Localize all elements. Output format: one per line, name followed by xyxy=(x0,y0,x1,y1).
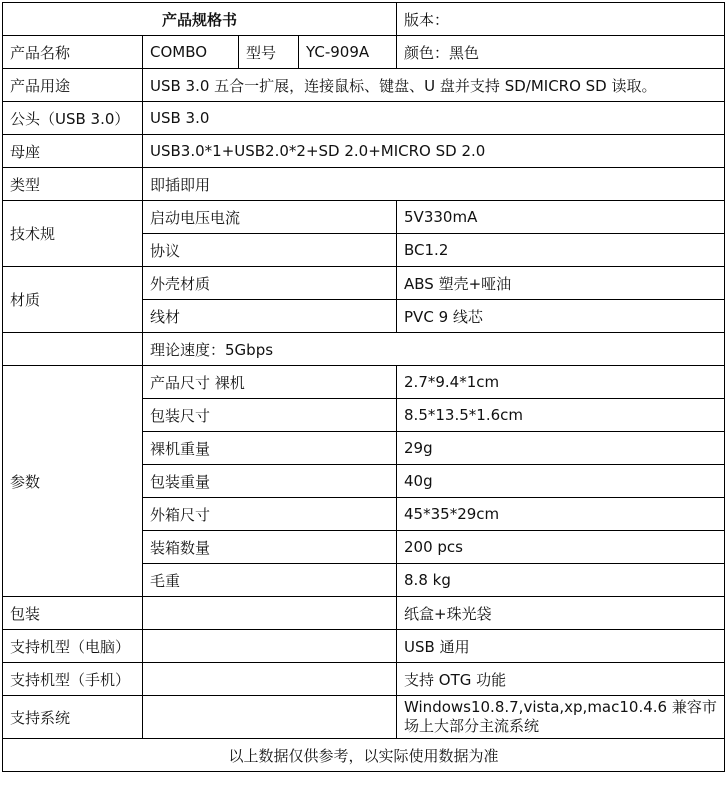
title-row xyxy=(3,3,725,36)
phone-support-value: 支持 OTG 功能 xyxy=(397,663,725,696)
speed-value: 理论速度：5Gbps xyxy=(143,333,725,366)
tech-item-value: 5V330mA xyxy=(397,201,725,234)
material-row xyxy=(3,267,725,300)
phone-support-label: 支持机型（手机） xyxy=(3,663,143,696)
packaging-row xyxy=(3,597,725,630)
material-item-value: ABS 塑壳+哑油 xyxy=(397,267,725,300)
param-value: 29g xyxy=(397,432,725,465)
material-label: 材质 xyxy=(3,267,143,333)
tech-item-value: BC1.2 xyxy=(397,234,725,267)
param-name: 裸机重量 xyxy=(143,432,397,465)
pc-support-label: 支持机型（电脑） xyxy=(3,630,143,663)
tech-row xyxy=(3,201,725,234)
usage-label: 产品用途 xyxy=(3,69,143,102)
female-port-value: USB3.0*1+USB2.0*2+SD 2.0+MICRO SD 2.0 xyxy=(143,135,725,168)
model-label: 型号 xyxy=(239,36,299,69)
os-support-row xyxy=(3,696,725,739)
param-value: 2.7*9.4*1cm xyxy=(397,366,725,399)
param-value: 45*35*29cm xyxy=(397,498,725,531)
usage-value: USB 3.0 五合一扩展，连接鼠标、键盘、U 盘并支持 SD/MICRO SD 读取。 xyxy=(143,69,725,102)
male-connector-label: 公头（USB 3.0） xyxy=(3,102,143,135)
product-name-label: 产品名称 xyxy=(3,36,143,69)
param-name: 毛重 xyxy=(143,564,397,597)
male-connector-row xyxy=(3,102,725,135)
tech-label: 技术规 xyxy=(3,201,143,267)
tech-item-name: 启动电压电流 xyxy=(143,201,397,234)
param-name: 外箱尺寸 xyxy=(143,498,397,531)
pc-support-empty xyxy=(143,630,397,663)
version-cell: 版本： xyxy=(397,3,725,36)
param-value: 8.8 kg xyxy=(397,564,725,597)
type-row xyxy=(3,168,725,201)
material-item-name: 线材 xyxy=(143,300,397,333)
product-name-row xyxy=(3,36,725,69)
material-item-value: PVC 9 线芯 xyxy=(397,300,725,333)
os-support-value: Windows10.8.7,vista,xp,mac10.4.6 兼容市场上大部分主流系统 xyxy=(397,696,725,739)
female-port-row xyxy=(3,135,725,168)
tech-item-name: 协议 xyxy=(143,234,397,267)
param-name: 包装尺寸 xyxy=(143,399,397,432)
param-row xyxy=(3,366,725,399)
param-value: 40g xyxy=(397,465,725,498)
packaging-label: 包装 xyxy=(3,597,143,630)
type-label: 类型 xyxy=(3,168,143,201)
param-value: 8.5*13.5*1.6cm xyxy=(397,399,725,432)
model-value: YC-909A xyxy=(299,36,397,69)
phone-support-row xyxy=(3,663,725,696)
product-name-value: COMBO xyxy=(143,36,239,69)
pc-support-row xyxy=(3,630,725,663)
params-label: 参数 xyxy=(3,366,143,597)
packaging-value: 纸盒+珠光袋 xyxy=(397,597,725,630)
os-support-label: 支持系统 xyxy=(3,696,143,739)
color-cell: 颜色：黑色 xyxy=(397,36,725,69)
spec-title: 产品规格书 xyxy=(3,3,397,36)
os-support-empty xyxy=(143,696,397,739)
material-item-name: 外壳材质 xyxy=(143,267,397,300)
type-value: 即插即用 xyxy=(143,168,725,201)
footer-row xyxy=(3,739,725,772)
param-name: 包装重量 xyxy=(143,465,397,498)
male-connector-value: USB 3.0 xyxy=(143,102,725,135)
param-name: 装箱数量 xyxy=(143,531,397,564)
spec-table xyxy=(2,2,725,772)
footer-note: 以上数据仅供参考，以实际使用数据为准 xyxy=(3,739,725,772)
pc-support-value: USB 通用 xyxy=(397,630,725,663)
param-name: 产品尺寸 裸机 xyxy=(143,366,397,399)
speed-label-empty xyxy=(3,333,143,366)
usage-row xyxy=(3,69,725,102)
female-port-label: 母座 xyxy=(3,135,143,168)
param-value: 200 pcs xyxy=(397,531,725,564)
phone-support-empty xyxy=(143,663,397,696)
packaging-empty xyxy=(143,597,397,630)
speed-row xyxy=(3,333,725,366)
